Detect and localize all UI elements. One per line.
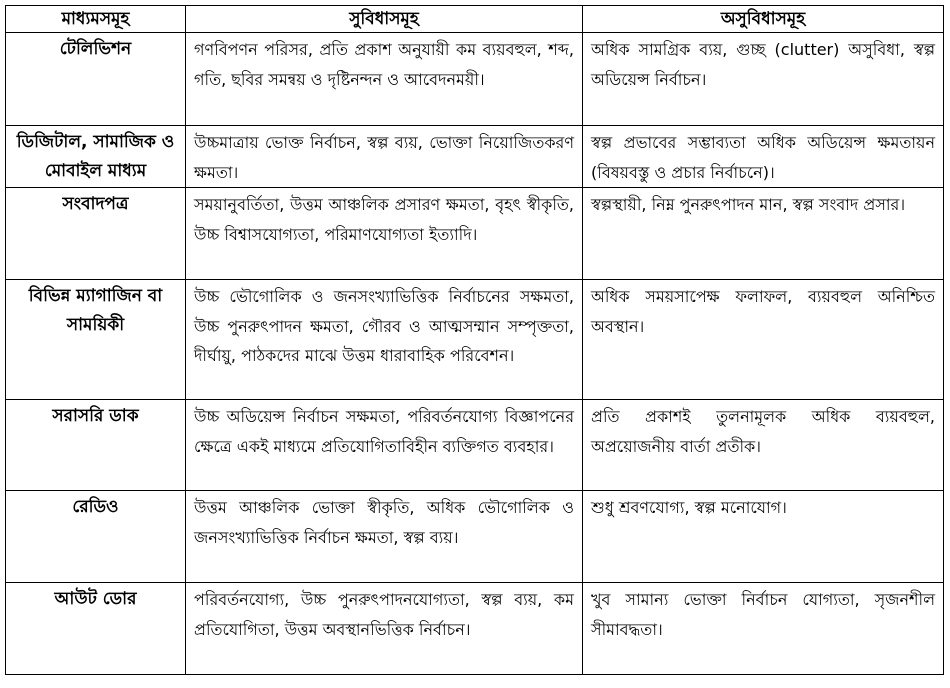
advantages-cell: উচ্চমাত্রায় ভোক্ত নির্বাচন, স্বল্প ব্যয়, ভোক্তা নিয়োজিতকরণ ক্ষমতা। <box>186 126 583 188</box>
header-row <box>6 6 944 33</box>
header-disadvantages: অসুবিধাসমূহ <box>583 6 944 33</box>
media-cell: রেডিও <box>6 491 186 583</box>
advantages-cell: উচ্চ ভৌগোলিক ও জনসংখ্যাভিত্তিক নির্বাচনের সক্ষমতা, উচ্চ পুনরুৎপাদন ক্ষমতা, গৌরব ও আত্মসম্মান সম্পৃক্ততা, দীর্ঘায়ু, পাঠকদের মাঝে উত্তম ধারাবাহিক পরিবেশন। <box>186 280 583 400</box>
table-row-outdoor <box>6 583 944 675</box>
disadvantages-cell: অধিক সময়সাপেক্ষ ফলাফল, ব্যয়বহুল অনিশ্চিত অবস্থান। <box>583 280 944 400</box>
advantages-cell: উচ্চ অডিয়েন্স নির্বাচন সক্ষমতা, পরিবর্তনযোগ্য বিজ্ঞাপনের ক্ষেত্রে একই মাধ্যমে প্রতিযোগিতাবিহীন ব্যক্তিগত ব্যবহার। <box>186 400 583 491</box>
disadvantages-cell: স্বল্প প্রভাবের সম্ভাব্যতা অধিক অডিয়েন্স ক্ষমতায়ন (বিষয়বস্তু ও প্রচার নির্বাচনে)। <box>583 126 944 188</box>
media-cell: টেলিভিশন <box>6 33 186 126</box>
table-row-digital <box>6 126 944 188</box>
media-comparison-table <box>5 5 944 675</box>
media-cell: সরাসরি ডাক <box>6 400 186 491</box>
advantages-cell: পরিবর্তনযোগ্য, উচ্চ পুনরুৎপাদনযোগ্যতা, স্বল্প ব্যয়, কম প্রতিযোগিতা, উত্তম অবস্থানভিত্তিক নির্বাচন। <box>186 583 583 675</box>
table-row-direct-mail <box>6 400 944 491</box>
header-advantages: সুবিধাসমূহ <box>186 6 583 33</box>
table-row-radio <box>6 491 944 583</box>
table-row-magazine <box>6 280 944 400</box>
disadvantages-cell: স্বল্পস্থায়ী, নিম্ন পুনরুৎপাদন মান, স্বল্প সংবাদ প্রসার। <box>583 188 944 280</box>
media-cell: আউট ডোর <box>6 583 186 675</box>
table-row-television <box>6 33 944 126</box>
media-cell: বিভিন্ন ম্যাগাজিন বা সাময়িকী <box>6 280 186 400</box>
header-media: মাধ্যমসমূহ <box>6 6 186 33</box>
disadvantages-cell: শুধু শ্রবণযোগ্য, স্বল্প মনোযোগ। <box>583 491 944 583</box>
media-cell: সংবাদপত্র <box>6 188 186 280</box>
disadvantages-cell: খুব সামান্য ভোক্তা নির্বাচন যোগ্যতা, সৃজনশীল সীমাবদ্ধতা। <box>583 583 944 675</box>
disadvantages-cell: প্রতি প্রকাশই তুলনামূলক অধিক ব্যয়বহুল, অপ্রয়োজনীয় বার্তা প্রতীক। <box>583 400 944 491</box>
advantages-cell: উত্তম আঞ্চলিক ভোক্তা স্বীকৃতি, অধিক ভৌগোলিক ও জনসংখ্যাভিত্তিক নির্বাচন ক্ষমতা, স্বল্প ব্যয়। <box>186 491 583 583</box>
table-row-newspaper <box>6 188 944 280</box>
disadvantages-cell: অধিক সামগ্রিক ব্যয়, গুচ্ছ (clutter) অসুবিধা, স্বল্প অডিয়েন্স নির্বাচন। <box>583 33 944 126</box>
advantages-cell: গণবিপণন পরিসর, প্রতি প্রকাশ অনুযায়ী কম ব্যয়বহুল, শব্দ, গতি, ছবির সমন্বয় ও দৃষ্টিনন্দন ও আবেদনময়ী। <box>186 33 583 126</box>
media-cell: ডিজিটাল, সামাজিক ও মোবাইল মাধ্যম <box>6 126 186 188</box>
advantages-cell: সময়ানুবর্তিতা, উত্তম আঞ্চলিক প্রসারণ ক্ষমতা, বৃহৎ স্বীকৃতি, উচ্চ বিশ্বাসযোগ্যতা, পরিমাণযোগ্যতা ইত্যাদি। <box>186 188 583 280</box>
